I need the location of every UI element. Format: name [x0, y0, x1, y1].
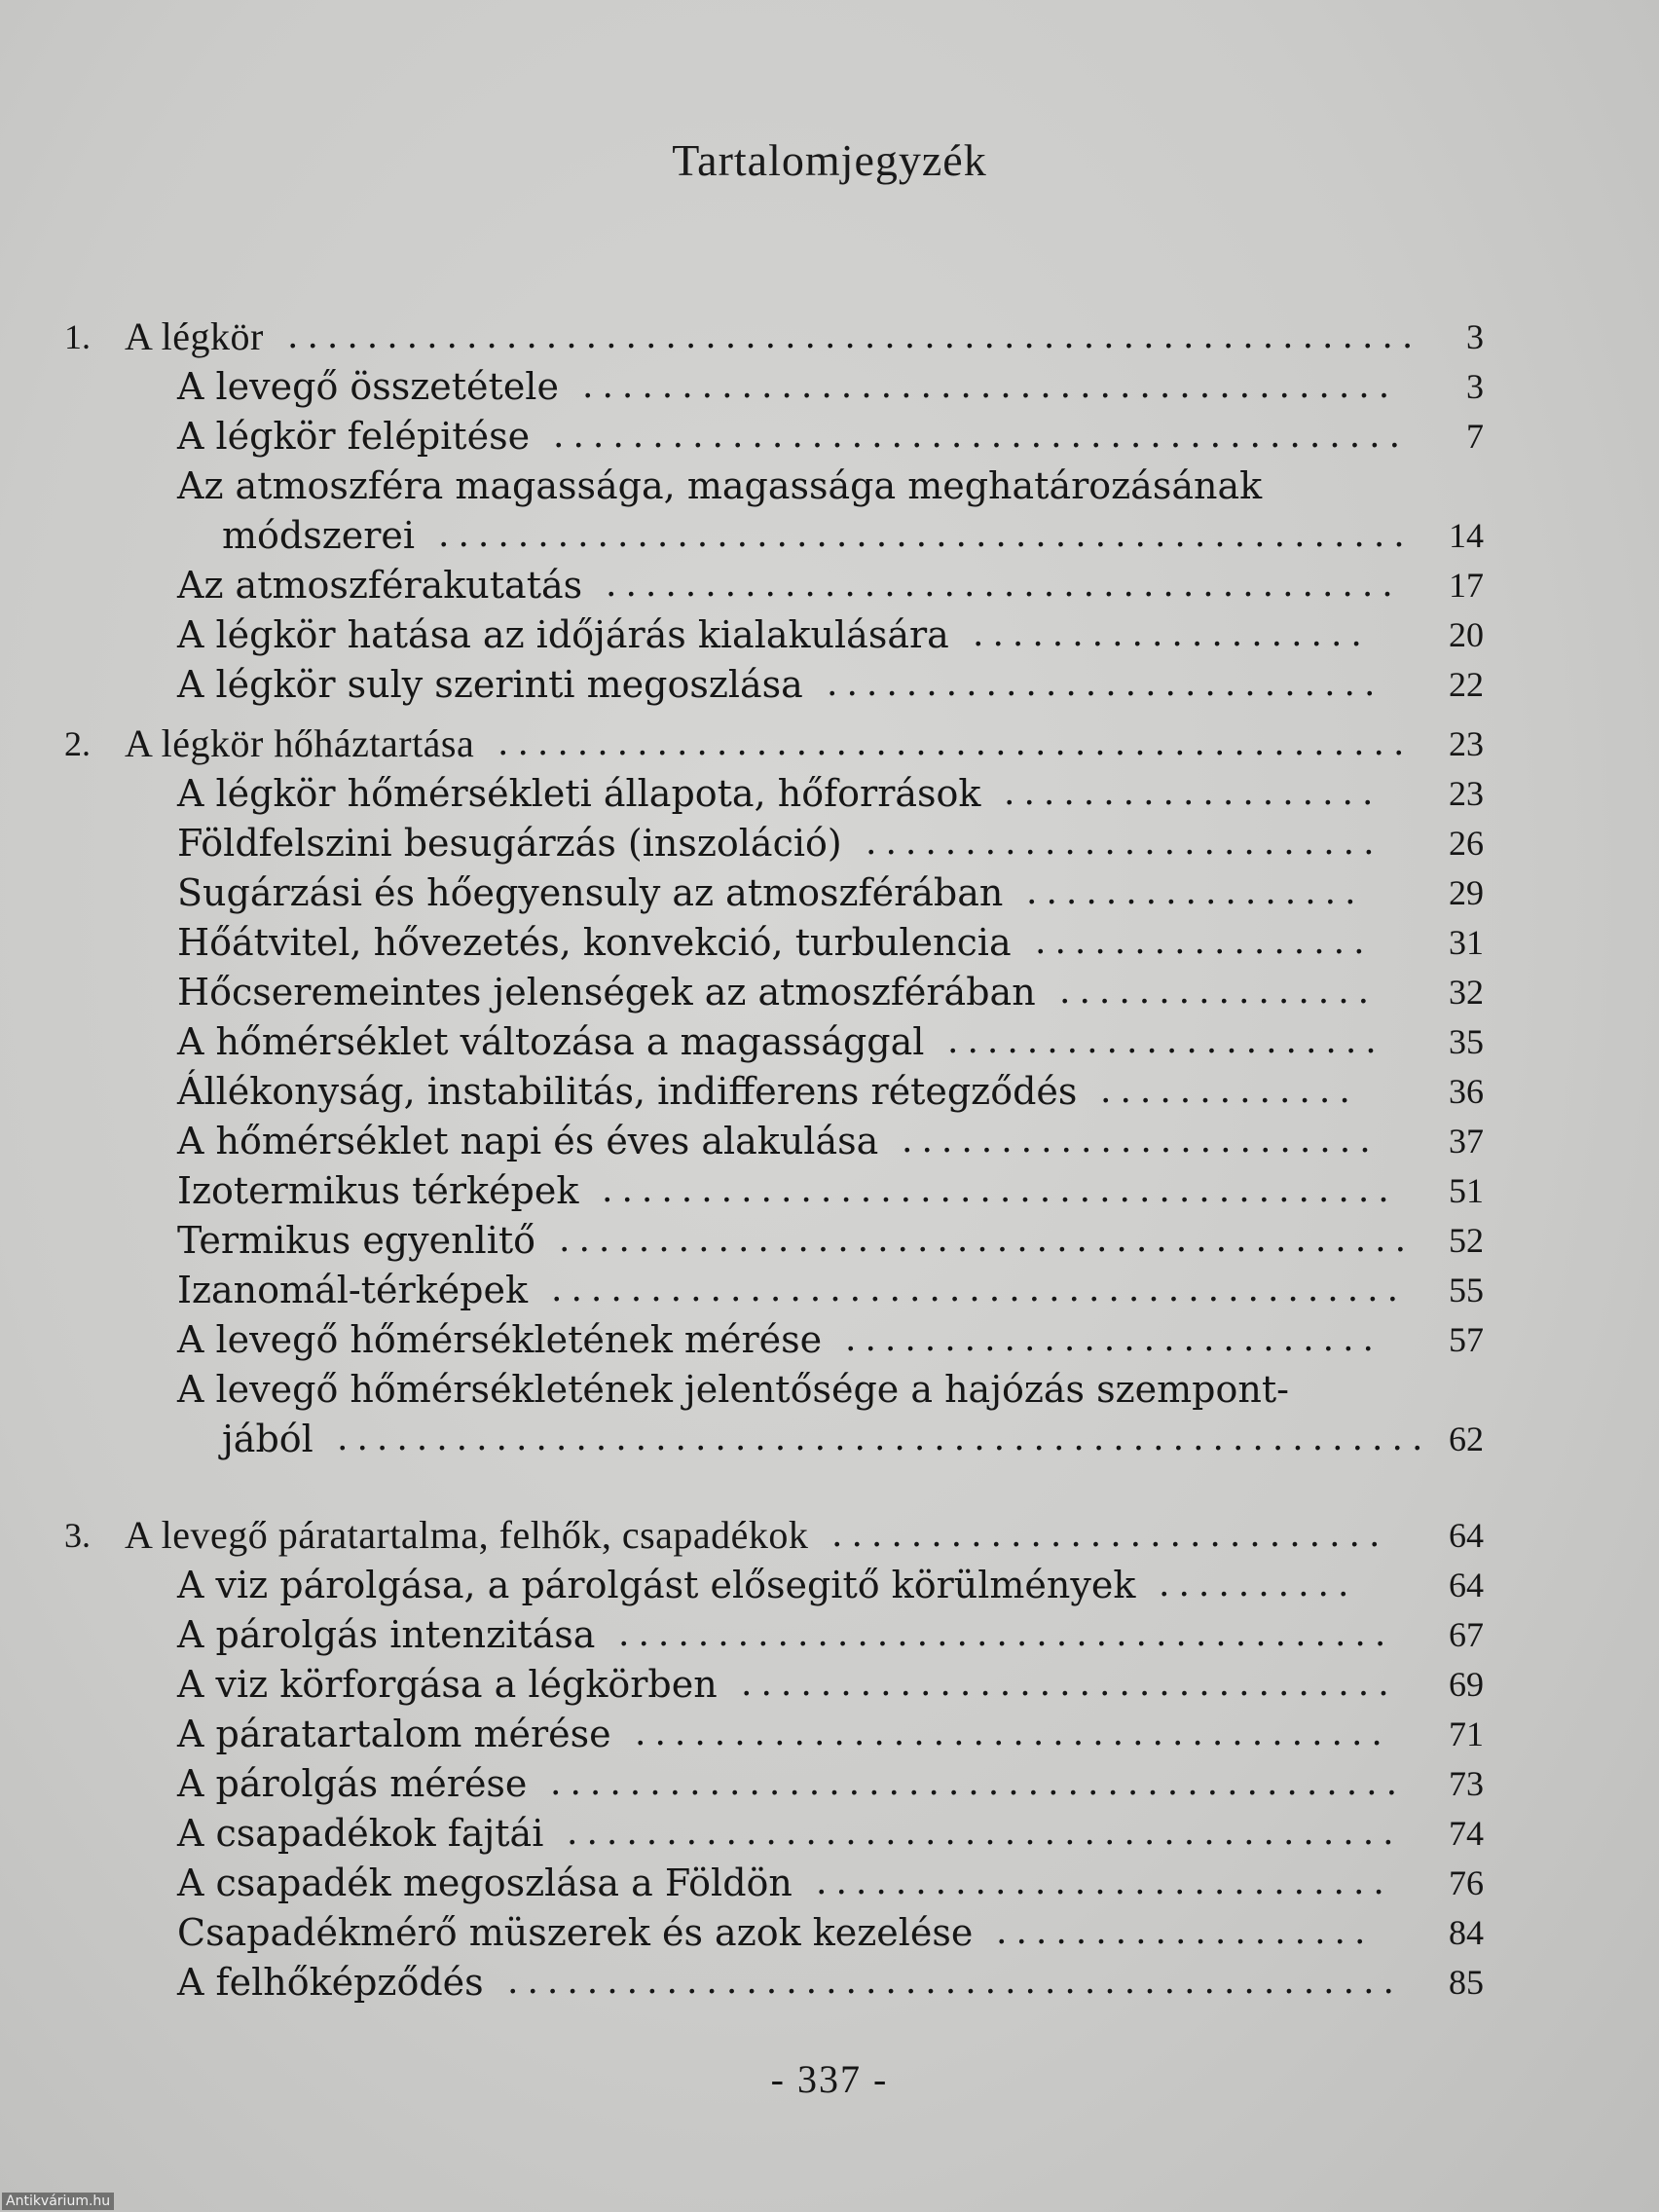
- page-number: 62: [1449, 1419, 1484, 1458]
- leader-dots: .............................................: [507, 1962, 1403, 2002]
- leader-dots: ......................: [947, 1021, 1385, 1061]
- page-number: 22: [1449, 665, 1484, 704]
- page-number: 52: [1449, 1221, 1484, 1260]
- page-number: 67: [1449, 1615, 1484, 1654]
- page-number: 57: [1449, 1320, 1484, 1359]
- chapter-heading: [0, 1512, 1659, 1559]
- toc-entry: [0, 1018, 1659, 1065]
- page-number: 84: [1449, 1913, 1484, 1952]
- toc-entry: [0, 1366, 1659, 1413]
- entry-title: A felhőképződés: [177, 1961, 484, 2004]
- page-title: Tartalomjegyzék: [672, 135, 987, 185]
- entry-title: A légkör suly szerinti megoszlása: [177, 663, 803, 706]
- toc-entry: [0, 770, 1659, 817]
- leader-dots: ..........................: [866, 823, 1383, 863]
- entry-title: Hőcseremeintes jelenségek az atmoszférában: [177, 971, 1036, 1014]
- page-number: 69: [1449, 1665, 1484, 1704]
- entry-title: A levegő hőmérsékletének mérése: [177, 1318, 823, 1361]
- toc-entry: [0, 462, 1659, 509]
- leader-dots: ..........: [1159, 1565, 1358, 1604]
- page-number: 3: [1466, 317, 1484, 356]
- entry-title: Az atmoszférakutatás: [177, 564, 583, 607]
- page-number: 37: [1449, 1122, 1484, 1161]
- leader-dots: ...................: [1004, 773, 1382, 813]
- page-number: 64: [1449, 1516, 1484, 1555]
- page-number: 14: [1449, 516, 1484, 555]
- entry-title-continued: jából: [222, 1418, 313, 1460]
- entry-title: Hőátvitel, hővezetés, konvekció, turbulencia: [177, 921, 1012, 964]
- entry-title: Csapadékmérő müszerek és azok kezelése: [177, 1911, 974, 1954]
- entry-title: A hőmérséklet napi és éves alakulása: [177, 1120, 879, 1162]
- leader-dots: .............................: [816, 1862, 1393, 1902]
- entry-title: Termikus egyenlitő: [177, 1219, 536, 1262]
- toc-entry: [0, 1661, 1659, 1708]
- page-number: 85: [1449, 1963, 1484, 2002]
- chapter-heading: [0, 720, 1659, 767]
- entry-title: A hőmérséklet változása a magassággal: [177, 1020, 925, 1063]
- chapter-heading: [0, 313, 1659, 360]
- toc-entry: [0, 562, 1659, 608]
- toc-entry: [0, 869, 1659, 916]
- toc-entry: [0, 1611, 1659, 1658]
- page-number: 64: [1449, 1566, 1484, 1604]
- leader-dots: ......................................: [635, 1714, 1391, 1753]
- toc-entry: [0, 1217, 1659, 1264]
- page-number: 23: [1449, 774, 1484, 813]
- toc-entry: [0, 1068, 1659, 1115]
- leader-dots: ...........................................: [559, 1220, 1416, 1260]
- toc-entry: [0, 820, 1659, 866]
- entry-title: Sugárzási és hőegyensuly az atmoszférában: [177, 871, 1004, 914]
- page-number: 31: [1449, 923, 1484, 962]
- entry-title-continued: módszerei: [222, 514, 416, 557]
- toc-entry: [0, 1118, 1659, 1164]
- page-number: 51: [1449, 1171, 1484, 1210]
- chapter-title: A levegő páratartalma, felhők, csapadékok: [125, 1513, 809, 1557]
- page-number: 17: [1449, 566, 1484, 605]
- toc-entry: [0, 1316, 1659, 1363]
- page-number: 74: [1449, 1814, 1484, 1853]
- toc-entry: [0, 611, 1659, 658]
- toc-entry: [0, 1167, 1659, 1214]
- page-number: 36: [1449, 1072, 1484, 1111]
- entry-title: A párolgás mérése: [177, 1762, 528, 1805]
- leader-dots: ...........................................: [550, 1763, 1407, 1803]
- entry-title: Állékonyság, instabilitás, indifferens rétegződés: [177, 1070, 1078, 1113]
- leader-dots: .................: [1026, 872, 1365, 912]
- leader-dots: .........................................: [582, 366, 1399, 406]
- entry-title: A páratartalom mérése: [177, 1713, 611, 1755]
- toc-entry: [0, 1860, 1659, 1906]
- leader-dots: .........................................................: [287, 316, 1422, 356]
- entry-title: A párolgás intenzitása: [177, 1613, 596, 1656]
- watermark: Antikvárium.hu: [2, 2193, 114, 2210]
- entry-title: A csapadék megoszlása a Földön: [177, 1862, 793, 1904]
- leader-dots: ...................: [996, 1912, 1375, 1952]
- leader-dots: ................: [1059, 972, 1379, 1012]
- leader-dots: .............: [1100, 1071, 1359, 1111]
- toc-entry: [0, 969, 1659, 1015]
- leader-dots: .................................................: [438, 515, 1414, 555]
- leader-dots: ...........................................: [553, 416, 1410, 456]
- toc-entry-continuation: [0, 512, 1659, 559]
- toc-entry: [0, 1267, 1659, 1313]
- page-number: 23: [1449, 724, 1484, 763]
- entry-title: A légkör hőmérsékleti állapota, hőforrások: [177, 772, 981, 815]
- page-number: 7: [1466, 417, 1484, 456]
- entry-title: Az atmoszféra magassága, magassága meghatározásának: [177, 464, 1263, 507]
- toc-entry: [0, 1810, 1659, 1857]
- leader-dots: .................................: [741, 1664, 1398, 1704]
- toc-entry: [0, 363, 1659, 410]
- leader-dots: ..............................................: [498, 723, 1414, 763]
- leader-dots: .................: [1035, 922, 1374, 962]
- leader-dots: ........................................: [606, 565, 1402, 605]
- leader-dots: ...........................................: [551, 1270, 1408, 1309]
- toc-entry: [0, 919, 1659, 966]
- toc-entry-continuation: [0, 1416, 1659, 1462]
- entry-title: A levegő összetétele: [177, 365, 559, 408]
- entry-title: A légkör felépitése: [177, 415, 531, 458]
- toc-entry: [0, 661, 1659, 708]
- page-number: 55: [1449, 1271, 1484, 1309]
- entry-title: A légkör hatása az időjárás kialakulására: [177, 613, 949, 656]
- toc-entry: [0, 1562, 1659, 1608]
- chapter-number: 2.: [64, 724, 91, 763]
- page-number: 29: [1449, 873, 1484, 912]
- toc-entry: [0, 1711, 1659, 1757]
- chapter-number: 1.: [64, 317, 91, 356]
- toc-entry: [0, 413, 1659, 460]
- chapter-title: A légkör: [125, 314, 264, 358]
- leader-dots: ............................: [831, 1515, 1389, 1555]
- page-number: 76: [1449, 1863, 1484, 1902]
- entry-title: A csapadékok fajtái: [177, 1812, 544, 1855]
- leader-dots: .......................................: [618, 1614, 1395, 1654]
- leader-dots: ........................................: [602, 1170, 1398, 1210]
- entry-title: Földfelszini besugárzás (inszoláció): [177, 822, 842, 865]
- toc-entry: [0, 1959, 1659, 2006]
- page-number: 3: [1466, 367, 1484, 406]
- leader-dots: ........................: [902, 1121, 1380, 1161]
- leader-dots: ..........................................: [567, 1813, 1403, 1853]
- page-number: 20: [1449, 615, 1484, 654]
- page-number: 35: [1449, 1022, 1484, 1061]
- chapter-number: 3.: [64, 1516, 91, 1555]
- page-number: 26: [1449, 824, 1484, 863]
- leader-dots: ............................: [827, 664, 1384, 704]
- entry-title: A levegő hőmérsékletének jelentősége a hajózás szempont-: [177, 1368, 1289, 1411]
- leader-dots: .......................................................: [337, 1419, 1432, 1458]
- entry-title: Izanomál-térképek: [177, 1269, 528, 1311]
- page-number: 73: [1449, 1764, 1484, 1803]
- toc-entry: [0, 1760, 1659, 1807]
- leader-dots: ...........................: [845, 1319, 1382, 1359]
- leader-dots: ....................: [973, 614, 1371, 654]
- entry-title: A viz körforgása a légkörben: [177, 1663, 718, 1706]
- entry-title: A viz párolgása, a párolgást elősegitő körülmények: [177, 1564, 1136, 1606]
- chapter-title: A légkör hőháztartása: [125, 721, 475, 765]
- page-number-footer: - 337 -: [770, 2057, 889, 2101]
- page-number: 32: [1449, 973, 1484, 1012]
- entry-title: Izotermikus térképek: [177, 1169, 579, 1212]
- page-number: 71: [1449, 1714, 1484, 1753]
- toc-entry: [0, 1909, 1659, 1956]
